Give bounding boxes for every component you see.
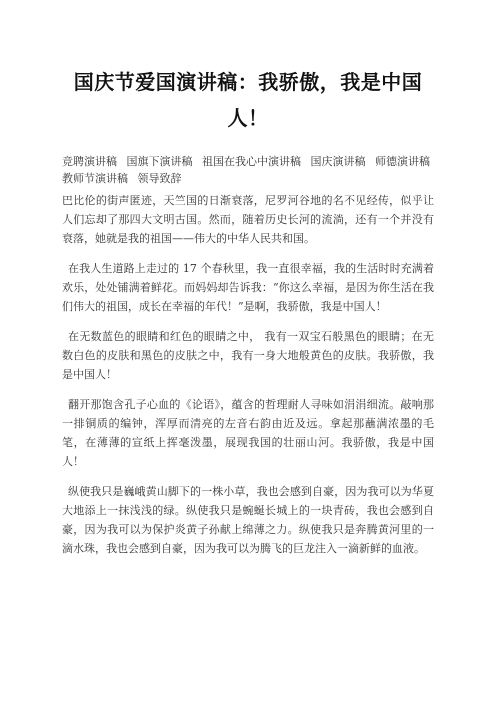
tag-link[interactable]: 国庆演讲稿: [310, 155, 366, 168]
body-paragraph: 在我人生道路上走过的 17 个春秋里，我一直很幸福，我的生活时时充满着欢乐，处处铺满着鲜花。而妈妈却告诉我：“你这么幸福，是因为你生活在我们伟大的祖国，成长在幸福的年代！”是啊，我骄傲，我是中国人！: [62, 262, 434, 313]
tag-link[interactable]: 师德演讲稿: [375, 155, 430, 168]
body-paragraph: 在无数蓝色的眼睛和红色的眼睛之中， 我有一双宝石般黑色的眼睛；在无数白色的皮肤和黑色的皮肤之中，我有一身大地般黄色的皮肤。我骄傲，我是中国人！: [62, 330, 434, 381]
tag-link[interactable]: 教师节演讲稿: [62, 172, 128, 185]
tag-link[interactable]: 领导致辞: [137, 172, 182, 185]
tag-link[interactable]: 国旗下演讲稿: [126, 155, 193, 168]
body-paragraph: 翻开那饱含孔子心血的《论语》，蕴含的哲理耐人寻味如涓涓细流。敲响那一排铜质的编钟，浑厚而清亮的左音右韵由近及远。拿起那蘸满浓墨的毛笔，在薄薄的宣纸上挥毫泼墨，展现我国的壮丽山河。我骄傲，我是中国人！: [62, 398, 434, 468]
tag-link[interactable]: 竞聘演讲稿: [62, 155, 117, 168]
body-paragraph: 纵使我只是巍峨黄山脚下的一株小草，我也会感到自豪，因为我可以为华夏大地添上一抹浅浅的绿。纵使我只是蜿蜒长城上的一块青砖，我也会感到自豪，因为我可以为保护炎黄子孙献上绵薄之力。纵使我只是奔腾黄河里的一滴水珠，我也会感到自豪，因为我可以为腾飞的巨龙注入一滴新鲜的血液。: [62, 485, 434, 555]
body-paragraph: 巴比伦的街声匿迹，天竺国的日渐衰落，尼罗河谷地的名不见经传，似乎让人们忘却了那四大文明古国。然而，随着历史长河的流淌，还有一个并没有衰落，她就是我的祖国——伟大的中华人民共和国。: [62, 194, 434, 245]
tag-list: [62, 153, 434, 187]
document-page: [62, 0, 434, 569]
document-title: 国庆节爱国演讲稿：我骄傲，我是中国人！: [73, 70, 423, 130]
tag-link[interactable]: 祖国在我心中演讲稿: [202, 155, 301, 168]
